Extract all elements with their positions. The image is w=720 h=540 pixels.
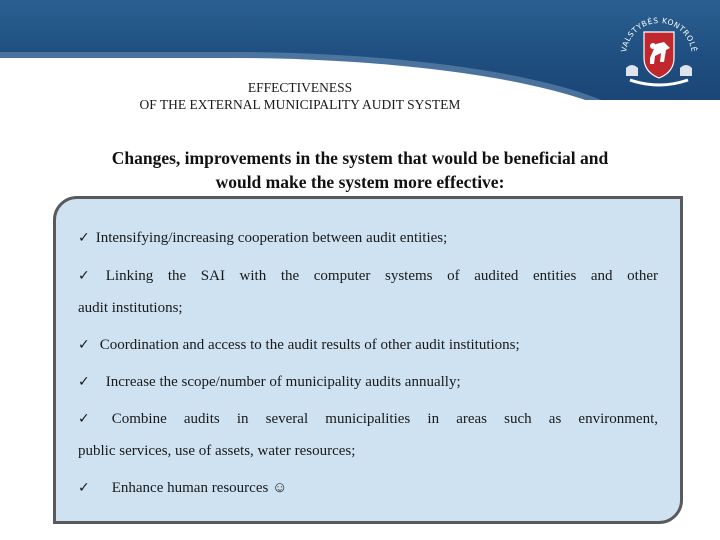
list-item-text: Increase the scope/number of municipality audits annually;: [105, 374, 461, 390]
list-item: [78, 268, 658, 285]
checkmark-icon: ✓: [78, 337, 90, 353]
subtitle-line-2: would make the system more effective:: [215, 172, 505, 192]
list-item: [78, 374, 658, 391]
checkmark-icon: ✓: [78, 411, 90, 427]
list-item-text: Linking the SAI with the computer systems of audited entities and other: [105, 268, 658, 284]
list-item-text: Intensifying/increasing cooperation between audit entities;: [95, 230, 448, 246]
list-item: [78, 480, 658, 497]
checkmark-icon: ✓: [78, 268, 90, 284]
slide-subtitle: [70, 146, 650, 194]
list-item: [78, 337, 658, 354]
state-audit-emblem-icon: [612, 6, 706, 96]
list-item-text: Coordination and access to the audit results of other audit institutions;: [99, 337, 520, 353]
list-item-text: Combine audits in several municipalities in areas such as environment,: [111, 411, 658, 427]
list-item-continuation: public services, use of assets, water resources;: [78, 443, 356, 459]
list-item: [78, 411, 658, 428]
svg-text:VALSTYBĖS KONTROLĖ: VALSTYBĖS KONTROLĖ: [619, 15, 699, 53]
checkmark-icon: ✓: [78, 374, 90, 390]
list-item-continuation: audit institutions;: [78, 300, 183, 316]
checkmark-icon: ✓: [78, 230, 90, 246]
title-line-2: OF THE EXTERNAL MUNICIPALITY AUDIT SYSTEM: [139, 97, 461, 112]
subtitle-line-1: Changes, improvements in the system that would be beneficial and: [111, 148, 609, 168]
list-item: [78, 230, 658, 247]
title-line-1: EFFECTIVENESS: [247, 80, 353, 95]
slide-title: [80, 79, 520, 113]
list-item-text: Enhance human resources ☺: [111, 480, 288, 496]
checkmark-icon: ✓: [78, 480, 90, 496]
